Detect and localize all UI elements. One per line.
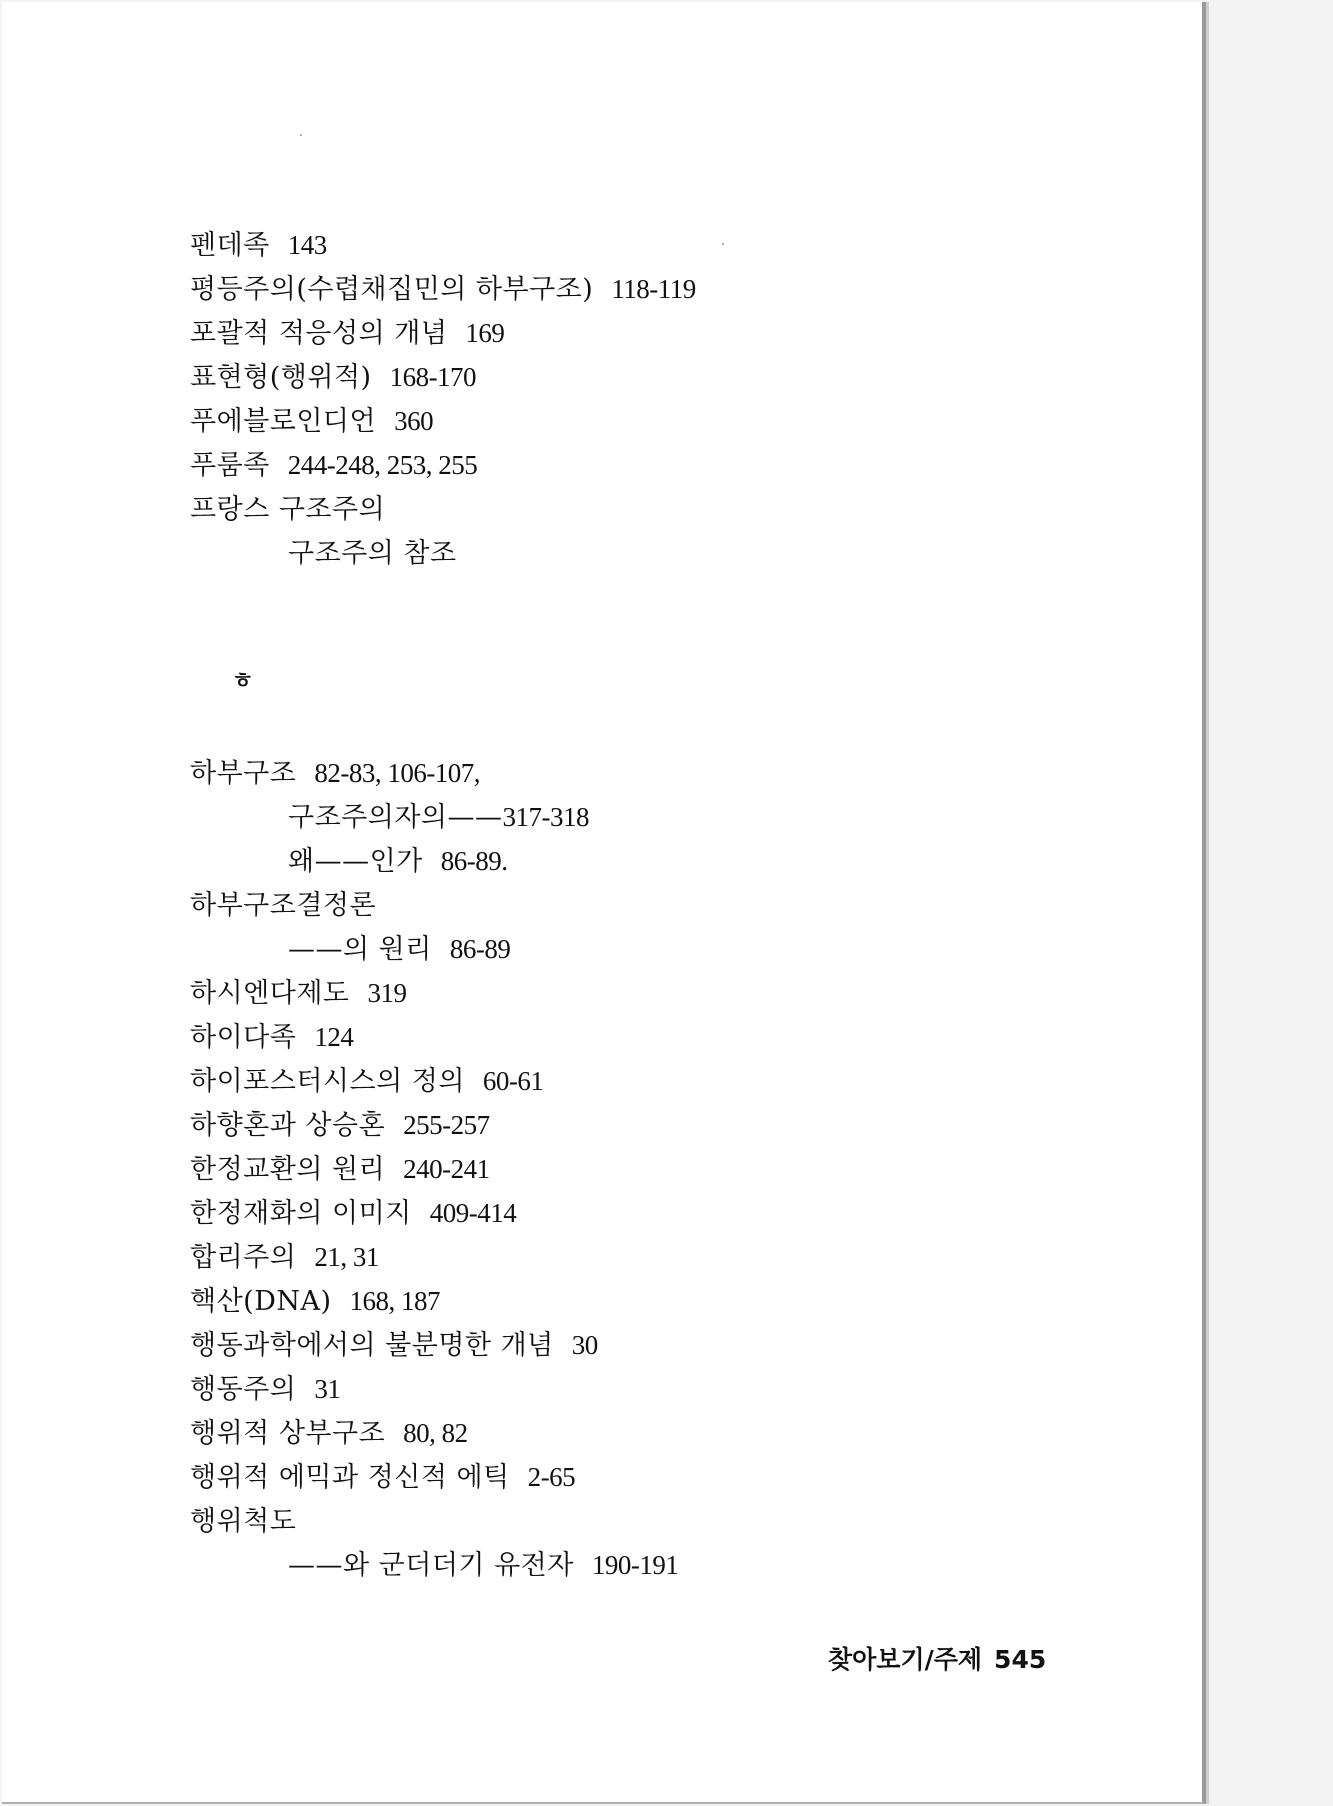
index-entry-infrastructure: 하부구조 82-83, 106-107, bbox=[190, 758, 481, 789]
scan-speck bbox=[300, 134, 302, 136]
index-entry-behavioral-scale: 행위척도 bbox=[190, 1506, 297, 1537]
index-entry-infrastructural-determinism: 하부구조결정론 bbox=[190, 890, 377, 921]
index-entry-hacienda: 하시엔다제도 319 bbox=[190, 978, 407, 1009]
footer-label: 찾아보기/주제 bbox=[828, 1645, 983, 1674]
index-entry-french-structuralism: 프랑스 구조주의 bbox=[190, 494, 386, 525]
index-entry-pendeh: 펜데족 143 bbox=[190, 230, 327, 261]
index-entry-restricted-exchange: 한정교환의 원리 240-241 bbox=[190, 1154, 490, 1185]
index-entry-hypostasis: 하이포스터시스의 정의 60-61 bbox=[190, 1066, 544, 1097]
index-entry-phenotype: 표현형(행위적) 168-170 bbox=[190, 362, 477, 393]
index-entry-emic-etic: 행위적 에믹과 정신적 에틱 2-65 bbox=[190, 1462, 576, 1493]
index-entry-limited-good: 한정재화의 이미지 409-414 bbox=[190, 1198, 517, 1229]
index-entry-behavioral-superstructure: 행위적 상부구조 80, 82 bbox=[190, 1418, 468, 1449]
page-number: 545 bbox=[994, 1645, 1047, 1674]
index-entry-pueblo: 푸에블로인디언 360 bbox=[190, 406, 434, 437]
scan-speck bbox=[722, 243, 724, 245]
index-entry-rationalism: 합리주의 21, 31 bbox=[190, 1242, 379, 1273]
index-page bbox=[2, 2, 1206, 1804]
index-entry-purum: 푸룸족 244-248, 253, 255 bbox=[190, 450, 478, 481]
section-heading: ㅎ bbox=[232, 669, 254, 694]
index-entry-nucleic-acid: 핵산(DNA) 168, 187 bbox=[190, 1286, 441, 1317]
index-subentry-structuralist: 구조주의자의——317-318 bbox=[288, 802, 589, 833]
index-entry-behaviorism: 행동주의 31 bbox=[190, 1374, 341, 1405]
index-entry-egalitarianism: 평등주의(수렵채집민의 하부구조) 118-119 bbox=[190, 274, 696, 305]
index-entry-haida: 하이다족 124 bbox=[190, 1022, 354, 1053]
page-footer bbox=[828, 1642, 1046, 1678]
index-subentry-junk-genes: ——와 군더더기 유전자 190-191 bbox=[288, 1550, 679, 1581]
index-entry-unclear-concepts: 행동과학에서의 불분명한 개념 30 bbox=[190, 1330, 598, 1361]
index-subentry-why: 왜——인가 86-89. bbox=[288, 846, 508, 877]
index-subentry-see-structuralism: 구조주의 참조 bbox=[288, 538, 457, 569]
index-entry-inclusive-fitness: 포괄적 적응성의 개념 169 bbox=[190, 318, 505, 349]
index-entry-hypogamy: 하향혼과 상승혼 255-257 bbox=[190, 1110, 490, 1141]
index-subentry-principle: ——의 원리 86-89 bbox=[288, 934, 511, 965]
